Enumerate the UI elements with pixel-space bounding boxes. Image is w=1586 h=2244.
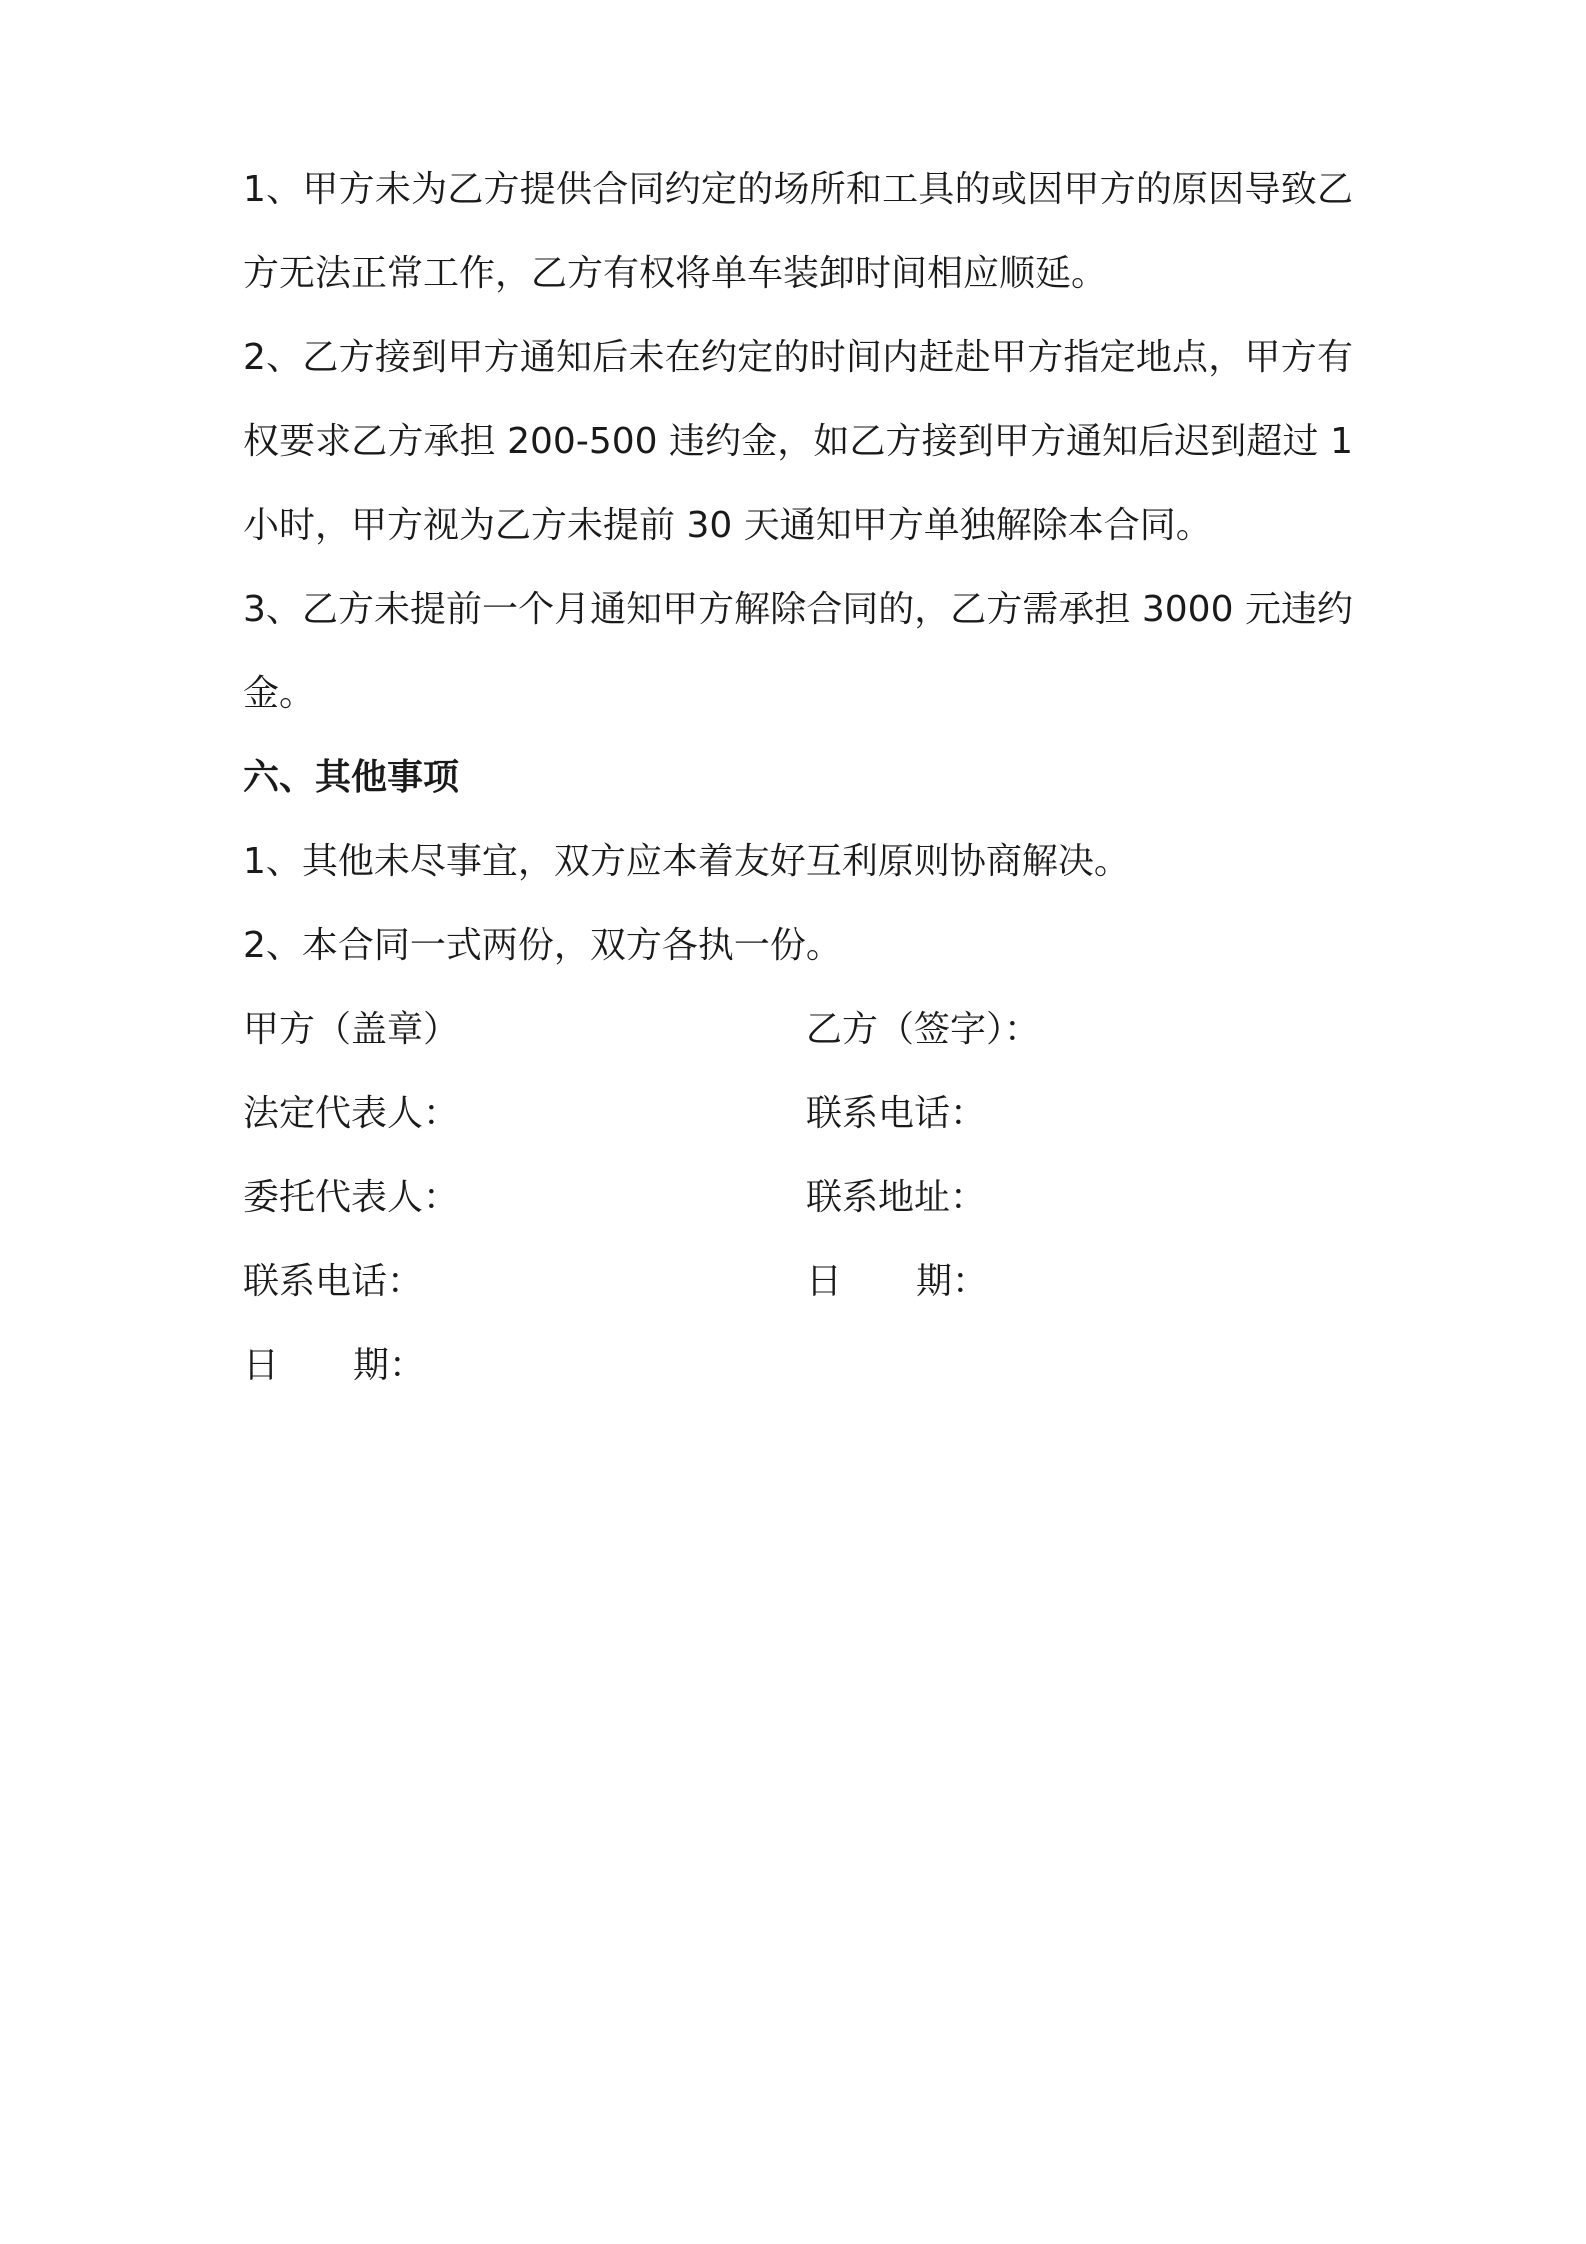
party-a-date-char2: 期：	[353, 1345, 426, 1386]
clause-5-1: 1、甲方未为乙方提供合同约定的场所和工具的或因甲方的原因导致乙方无法正常工作，乙方有权将单车装卸时间相应顺延。	[243, 169, 1353, 294]
signature-row-party	[243, 988, 1353, 1072]
signature-row-5	[243, 1324, 1353, 1408]
signature-block	[243, 988, 1353, 1408]
party-a-phone-label: 联系电话：	[243, 1261, 424, 1302]
signature-row-4	[243, 1240, 1353, 1324]
party-b-address-label: 联系地址：	[806, 1177, 987, 1218]
party-b-date-label	[806, 1240, 988, 1324]
party-a-seal-label: 甲方（盖章）	[243, 1009, 460, 1050]
clause-6-1: 1、其他未尽事宜，双方应本着友好互利原则协商解决。	[243, 841, 1130, 882]
signature-row-3	[243, 1156, 1353, 1240]
clause-6-2: 2、本合同一式两份，双方各执一份。	[243, 925, 842, 966]
section-6-heading: 六、其他事项	[243, 757, 460, 798]
party-a-date-char1: 日	[243, 1345, 280, 1386]
party-a-date-label	[243, 1324, 806, 1408]
legal-representative-label: 法定代表人：	[243, 1093, 460, 1134]
clause-5-3: 3、乙方未提前一个月通知甲方解除合同的，乙方需承担 3000 元违约金。	[243, 589, 1353, 714]
signature-row-2	[243, 1072, 1353, 1156]
authorized-representative-label: 委托代表人：	[243, 1177, 460, 1218]
contract-body	[243, 148, 1353, 1408]
clause-5-2: 2、乙方接到甲方通知后未在约定的时间内赶赴甲方指定地点，甲方有权要求乙方承担 200-500 违约金，如乙方接到甲方通知后迟到超过 1 小时，甲方视为乙方未提前 30 天通知甲方单独解除本合同。	[243, 337, 1353, 546]
party-b-date-char1: 日	[806, 1261, 843, 1302]
party-b-date-char2: 期：	[916, 1261, 989, 1302]
party-b-phone-label: 联系电话：	[806, 1093, 987, 1134]
party-b-sign-label: 乙方（签字）：	[806, 1009, 1041, 1050]
